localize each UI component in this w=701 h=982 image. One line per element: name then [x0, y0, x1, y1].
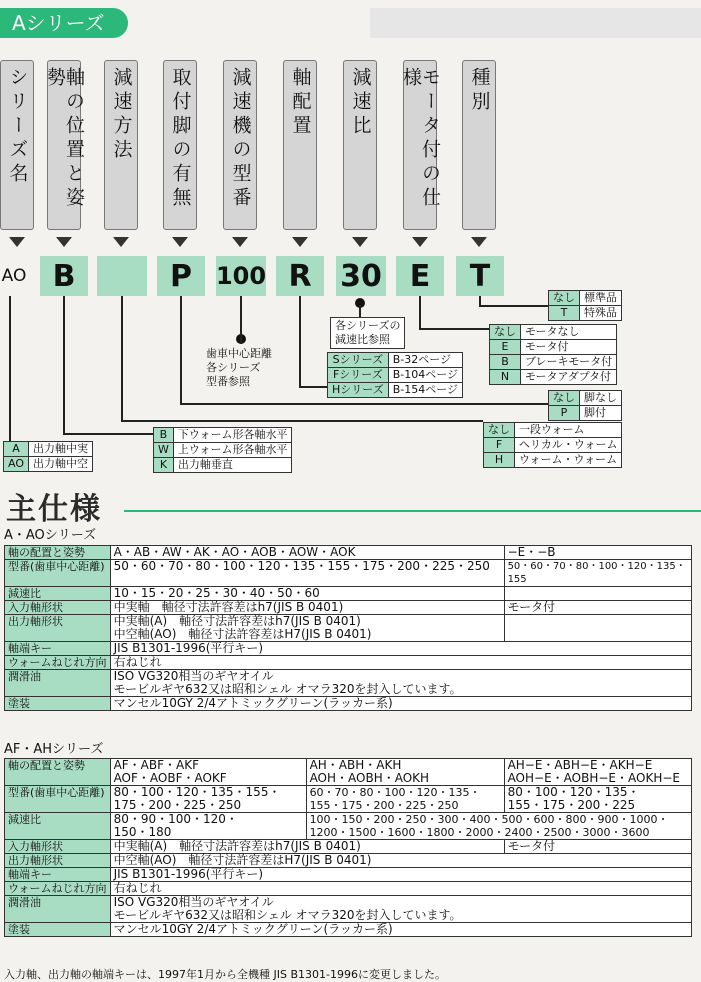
- connector: [9, 296, 11, 441]
- connector: [63, 433, 153, 435]
- option-row: F ヘリカル・ウォーム: [484, 438, 622, 453]
- arrow-down-icon: [9, 237, 25, 247]
- main-spec-title: 主仕様: [6, 492, 102, 527]
- series-banner: [0, 8, 128, 38]
- connector: [180, 403, 548, 405]
- table-row: 潤滑油 ISO VG320相当のギヤオイル モービルギヤ632又は昭和シェル オマラ320を封入しています。: [5, 896, 692, 923]
- connector: [121, 420, 483, 422]
- option-row: E モータ付: [490, 340, 617, 355]
- model-note: 歯車中心距離 各シリーズ 型番参照: [206, 347, 272, 388]
- table-row: 減速比 10・15・20・25・30・40・50・60: [5, 587, 692, 601]
- code-foot: P: [157, 256, 205, 296]
- heading-ratio: 減速比: [343, 60, 377, 230]
- table-row: 減速比 80・90・100・120・ 150・180 100・150・200・250・300・400・500・600・800・900・1000・ 1200・1500・1600・1800・2000・2400・2500・3000・3600: [5, 813, 692, 840]
- arrow-down-icon: [471, 237, 487, 247]
- connector: [180, 296, 182, 404]
- option-row: なし 一段ウォーム: [484, 423, 622, 438]
- motor-options-table: [489, 324, 617, 385]
- foot-options-table: [548, 390, 622, 421]
- connector: [299, 296, 301, 387]
- code-type: T: [456, 256, 504, 296]
- code-reduction-method: [97, 256, 147, 296]
- arrow-down-icon: [232, 237, 248, 247]
- connector: [121, 296, 123, 422]
- table-row: 軸の配置と姿勢 A・AB・AW・AK・AO・AOB・AOW・AOK −E・−B: [5, 546, 692, 560]
- arrow-down-icon: [292, 237, 308, 247]
- series-ref-table: [327, 352, 463, 398]
- spec-f-table: [4, 758, 692, 937]
- option-row: なし 脚なし: [549, 391, 622, 406]
- option-row: Sシリーズ B-32ページ: [328, 353, 463, 368]
- code-model: 100: [216, 256, 266, 296]
- option-row: Hシリーズ B-154ページ: [328, 383, 463, 398]
- option-row: なし 標準品: [549, 291, 622, 306]
- arrow-down-icon: [113, 237, 129, 247]
- code-axis-arrangement: R: [276, 256, 324, 296]
- arrow-down-icon: [56, 237, 72, 247]
- series-name-table: [3, 441, 93, 472]
- heading-type: 種別: [462, 60, 496, 230]
- table-row: 軸端キー JIS B1301-1996(平行キー): [5, 642, 692, 656]
- heading-motor-spec: モータ付の仕様: [403, 60, 437, 230]
- type-options-table: [548, 290, 622, 321]
- code-series: AO: [1, 266, 27, 286]
- arrow-down-icon: [352, 237, 368, 247]
- axis-options-table: [153, 427, 292, 473]
- heading-reduction-method: 減速方法: [104, 60, 138, 230]
- heading-series-name: シリーズ名: [0, 60, 34, 230]
- title-underline: [124, 510, 701, 512]
- spec-f-title: AF・AHシリーズ: [4, 742, 104, 757]
- heading-axis-arrangement: 軸配置: [283, 60, 317, 230]
- arrow-down-icon: [172, 237, 188, 247]
- ratio-note: 各シリーズの 減速比参照: [330, 317, 405, 349]
- table-row: ウォームねじれ方向 右ねじれ: [5, 882, 692, 896]
- code-axis-position: B: [40, 256, 88, 296]
- table-row: 軸の配置と姿勢 AF・ABF・AKF AOF・AOBF・AOKF AH・ABH・AKH AOH・AOBH・AOKH AH−E・ABH−E・AKH−E AOH−E・AOBH−E・AOKH−E: [5, 759, 692, 786]
- table-row: 軸端キー JIS B1301-1996(平行キー): [5, 868, 692, 882]
- heading-foot: 取付脚の有無: [163, 60, 197, 230]
- connector: [419, 328, 489, 330]
- table-row: 入力軸形状 中実軸(A) 軸径寸法許容差はh7(JIS B 0401) モータ付: [5, 840, 692, 854]
- option-row: B ブレーキモータ付: [490, 355, 617, 370]
- option-row: Fシリーズ B-104ページ: [328, 368, 463, 383]
- table-row: 型番(歯車中心距離) 50・60・70・80・100・120・135・155・175・200・225・250 50・60・70・80・100・120・135・155: [5, 560, 692, 587]
- header-band: [370, 8, 701, 38]
- code-motor: E: [396, 256, 444, 296]
- option-row: P 脚付: [549, 406, 622, 421]
- table-row: 出力軸形状 中空軸(AO) 軸径寸法許容差はH7(JIS B 0401): [5, 854, 692, 868]
- option-row: K 出力軸垂直: [154, 458, 292, 473]
- series-title: Aシリーズ: [12, 11, 105, 35]
- option-row: T 特殊品: [549, 306, 622, 321]
- table-row: 塗装 マンセル10GY 2/4アトミックグリーン(ラッカー系): [5, 923, 692, 937]
- spec-a-title: A・AOシリーズ: [4, 528, 97, 543]
- heading-model-number: 減速機の型番: [223, 60, 257, 230]
- table-row: 型番(歯車中心距離) 80・100・120・135・155・ 175・200・225・250 60・70・80・100・120・135・ 155・175・200・225・250 80・100・120・135・ 155・175・200・225: [5, 786, 692, 813]
- connector: [299, 386, 327, 388]
- connector: [359, 305, 361, 317]
- option-row: A 出力軸中実: [4, 442, 93, 457]
- table-row: 出力軸形状 中実軸(A) 軸径寸法許容差はh7(JIS B 0401) 中空軸(AO) 軸径寸法許容差はH7(JIS B 0401): [5, 615, 692, 642]
- connector: [63, 296, 65, 434]
- option-row: B 下ウォーム形各軸水平: [154, 428, 292, 443]
- code-ratio: 30: [336, 256, 386, 296]
- gear-options-table: [483, 422, 622, 468]
- spec-a-table: [4, 545, 692, 711]
- table-row: 潤滑油 ISO VG320相当のギヤオイル モービルギヤ632又は昭和シェル オマラ320を封入しています。: [5, 670, 692, 697]
- table-row: 塗装 マンセル10GY 2/4アトミックグリーン(ラッカー系): [5, 697, 692, 711]
- option-row: なし モータなし: [490, 325, 617, 340]
- table-row: 入力軸形状 中実軸 軸径寸法許容差はh7(JIS B 0401) モータ付: [5, 601, 692, 615]
- heading-axis-position: 軸の位置と姿勢: [47, 60, 81, 230]
- table-row: ウォームねじれ方向 右ねじれ: [5, 656, 692, 670]
- connector: [419, 296, 421, 329]
- option-row: AO 出力軸中空: [4, 457, 93, 472]
- connector: [240, 296, 242, 344]
- footer-note: 入力軸、出力軸の軸端キーは、1997年1月から全機種 JIS B1301-1996に変更しました。: [4, 968, 446, 981]
- option-row: W 上ウォーム形各軸水平: [154, 443, 292, 458]
- arrow-down-icon: [412, 237, 428, 247]
- connector: [479, 305, 548, 307]
- option-row: N モータアダプタ付: [490, 370, 617, 385]
- option-row: H ウォーム・ウォーム: [484, 453, 622, 468]
